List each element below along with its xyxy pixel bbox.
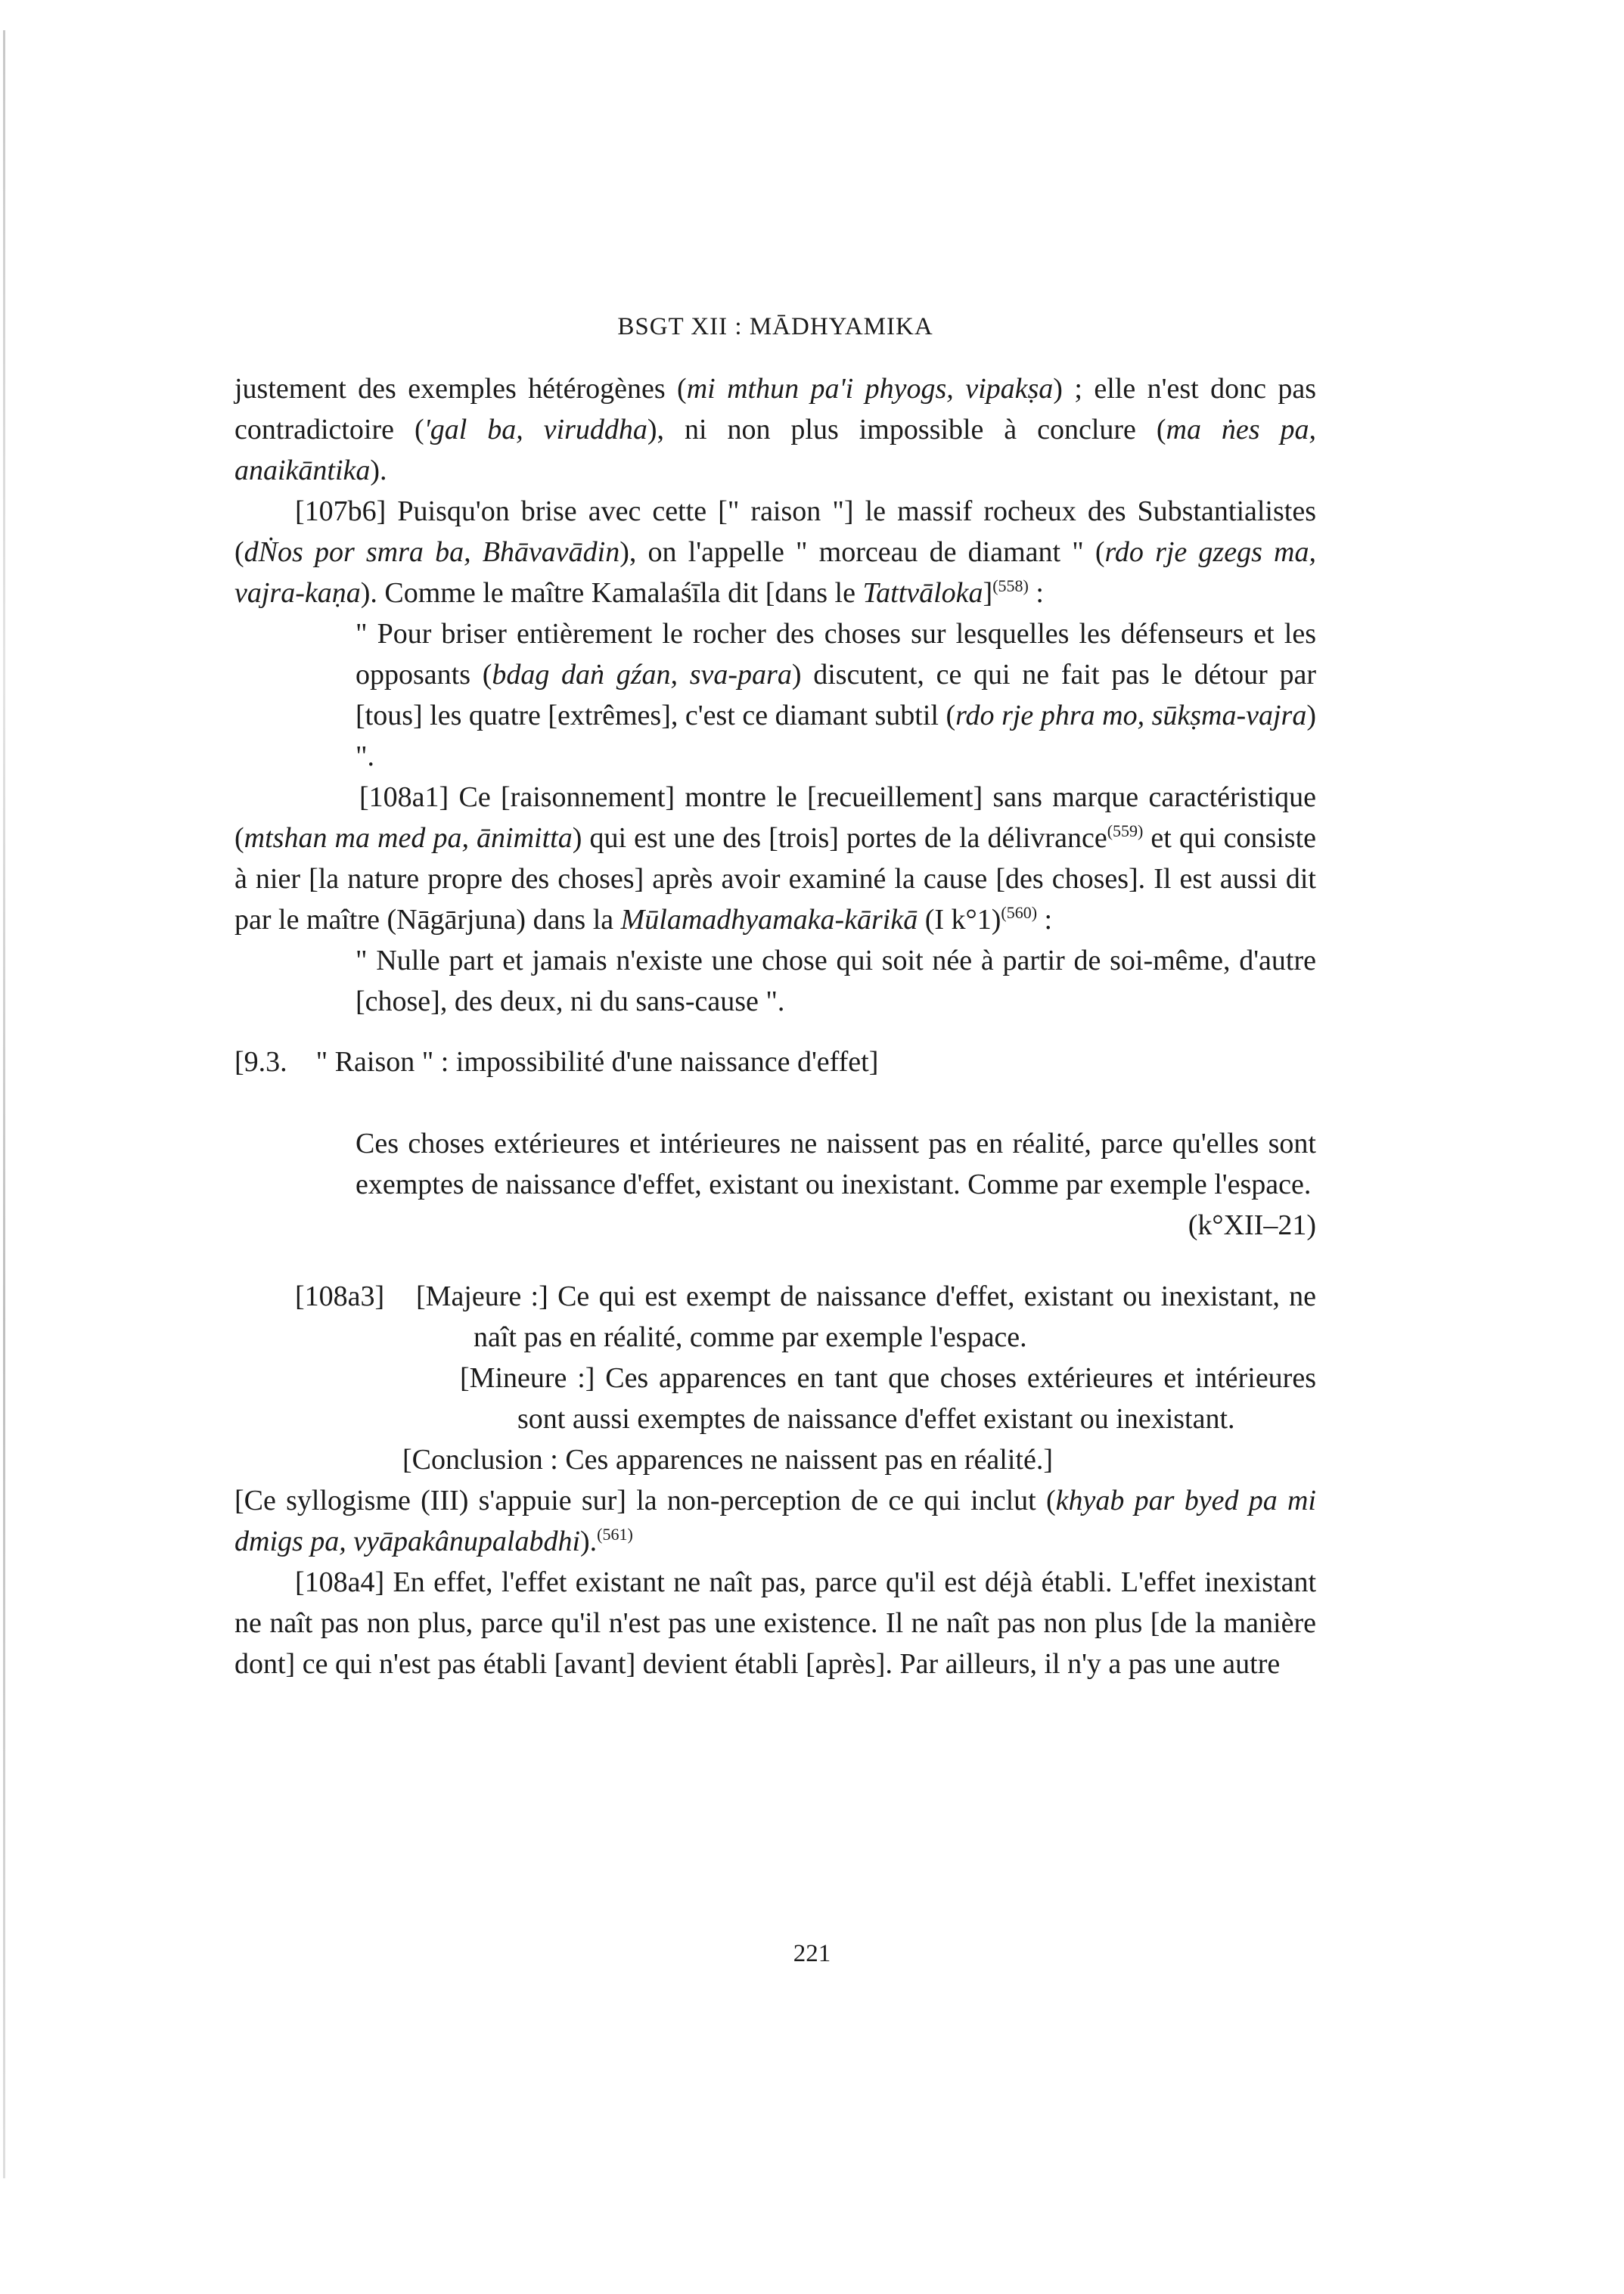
footnote-ref-560: (560) [1001, 903, 1038, 922]
syllogism-minor: [Mineure :] Ces apparences en tant que choses extérieures et intérieures sont aussi exemptes de naissance d'effet existant ou inexistant. [460, 1362, 1316, 1435]
section-number: [9.3. [234, 1046, 287, 1078]
footnote-ref-561: (561) [597, 1525, 633, 1544]
syllogism-major: [Majeure :] Ce qui est exempt de naissance d'effet, existant ou inexistant, ne naît pas en réalité, comme par exemple l'espace. [416, 1280, 1316, 1353]
paragraph-5: [108a4] En effet, l'effet existant ne naît pas, parce qu'il est déjà établi. L'effet inexistant ne naît pas non plus, parce qu'il n'est pas une existence. Il ne naît pas non plus [de la manière dont] ce qui n'est pas établi [avant] devient établi [après]. Par ailleurs, il n'y a pas une autre [234, 1566, 1316, 1680]
syllogism-conclusion: [Conclusion : Ces apparences ne naissent pas en réalité.] [402, 1444, 1053, 1476]
syllogism [234, 1276, 1316, 1480]
footnote-ref-559: (559) [1107, 821, 1144, 840]
paragraph-1: justement des exemples hétérogènes (mi mthun pa'i phyogs, vipakṣa) ; elle n'est donc pas contradictoire ('gal ba, viruddha), ni non plus impossible à conclure (ma ṅes pa, anaikāntika). [234, 373, 1317, 486]
thesis-reference: (k°XII–21) [1188, 1209, 1316, 1241]
section-heading [234, 1041, 1316, 1082]
thesis-verse [356, 1123, 1316, 1246]
page-body [234, 306, 1316, 1684]
section-title: " Raison " : impossibilité d'une naissance d'effet] [315, 1046, 879, 1078]
paragraph-3: [108a1] Ce [raisonnement] montre le [recueillement] sans marque caractéristique (mtshan ma med pa, ānimitta) qui est une des [trois] portes de la délivrance$^{(559)}$ et qui consiste à nier [la nature propre des choses] après avoir examiné la cause [des choses]. Il est aussi dit par le maître (Nāgārjuna) dans la Mūlamadhyamaka-kārikā (I k°1)$^{(560)}$ : [234, 781, 1317, 936]
syllogism-ref: [108a3] [295, 1280, 385, 1312]
paragraph-4: [Ce syllogisme (III) s'appuie sur] la non-perception de ce qui inclut (khyab par byed pa mi dmigs pa, vyāpakânupalabdhi).$^{(561)}$ [234, 1485, 1316, 1557]
page-number: 221 [793, 1940, 831, 1967]
running-head: BSGT XII : MĀDHYAMIKA [617, 313, 933, 340]
thesis-text: Ces choses extérieures et intérieures ne naissent pas en réalité, parce qu'elles sont exemptes de naissance d'effet, existant ou inexistant. Comme par exemple l'espace. [356, 1128, 1316, 1200]
scan-edge-line [3, 30, 5, 2178]
quote-2: " Nulle part et jamais n'existe une chose qui soit née à partir de soi-même, d'autre [chose], des deux, ni du sans-cause ". [356, 945, 1316, 1017]
footnote-ref-558: (558) [992, 576, 1029, 595]
quote-1: " Pour briser entièrement le rocher des choses sur lesquelles les défenseurs et les opposants (bdag daṅ gźan, sva-para) discutent, ce qui ne fait pas le détour par [tous] les quatre [extrêmes], c'est ce diamant subtil (rdo rje phra mo, sūkṣma-vajra) ". [356, 618, 1317, 772]
paragraph-2: [107b6] Puisqu'on brise avec cette [" raison "] le massif rocheux des Substantialistes (dṄos por smra ba, Bhāvavādin), on l'appelle " morceau de diamant " (rdo rje gzegs ma, vajra-kaṇa). Comme le maître Kamalaśīla dit [dans le Tattvāloka]$^{(558)}$ : [234, 495, 1316, 609]
